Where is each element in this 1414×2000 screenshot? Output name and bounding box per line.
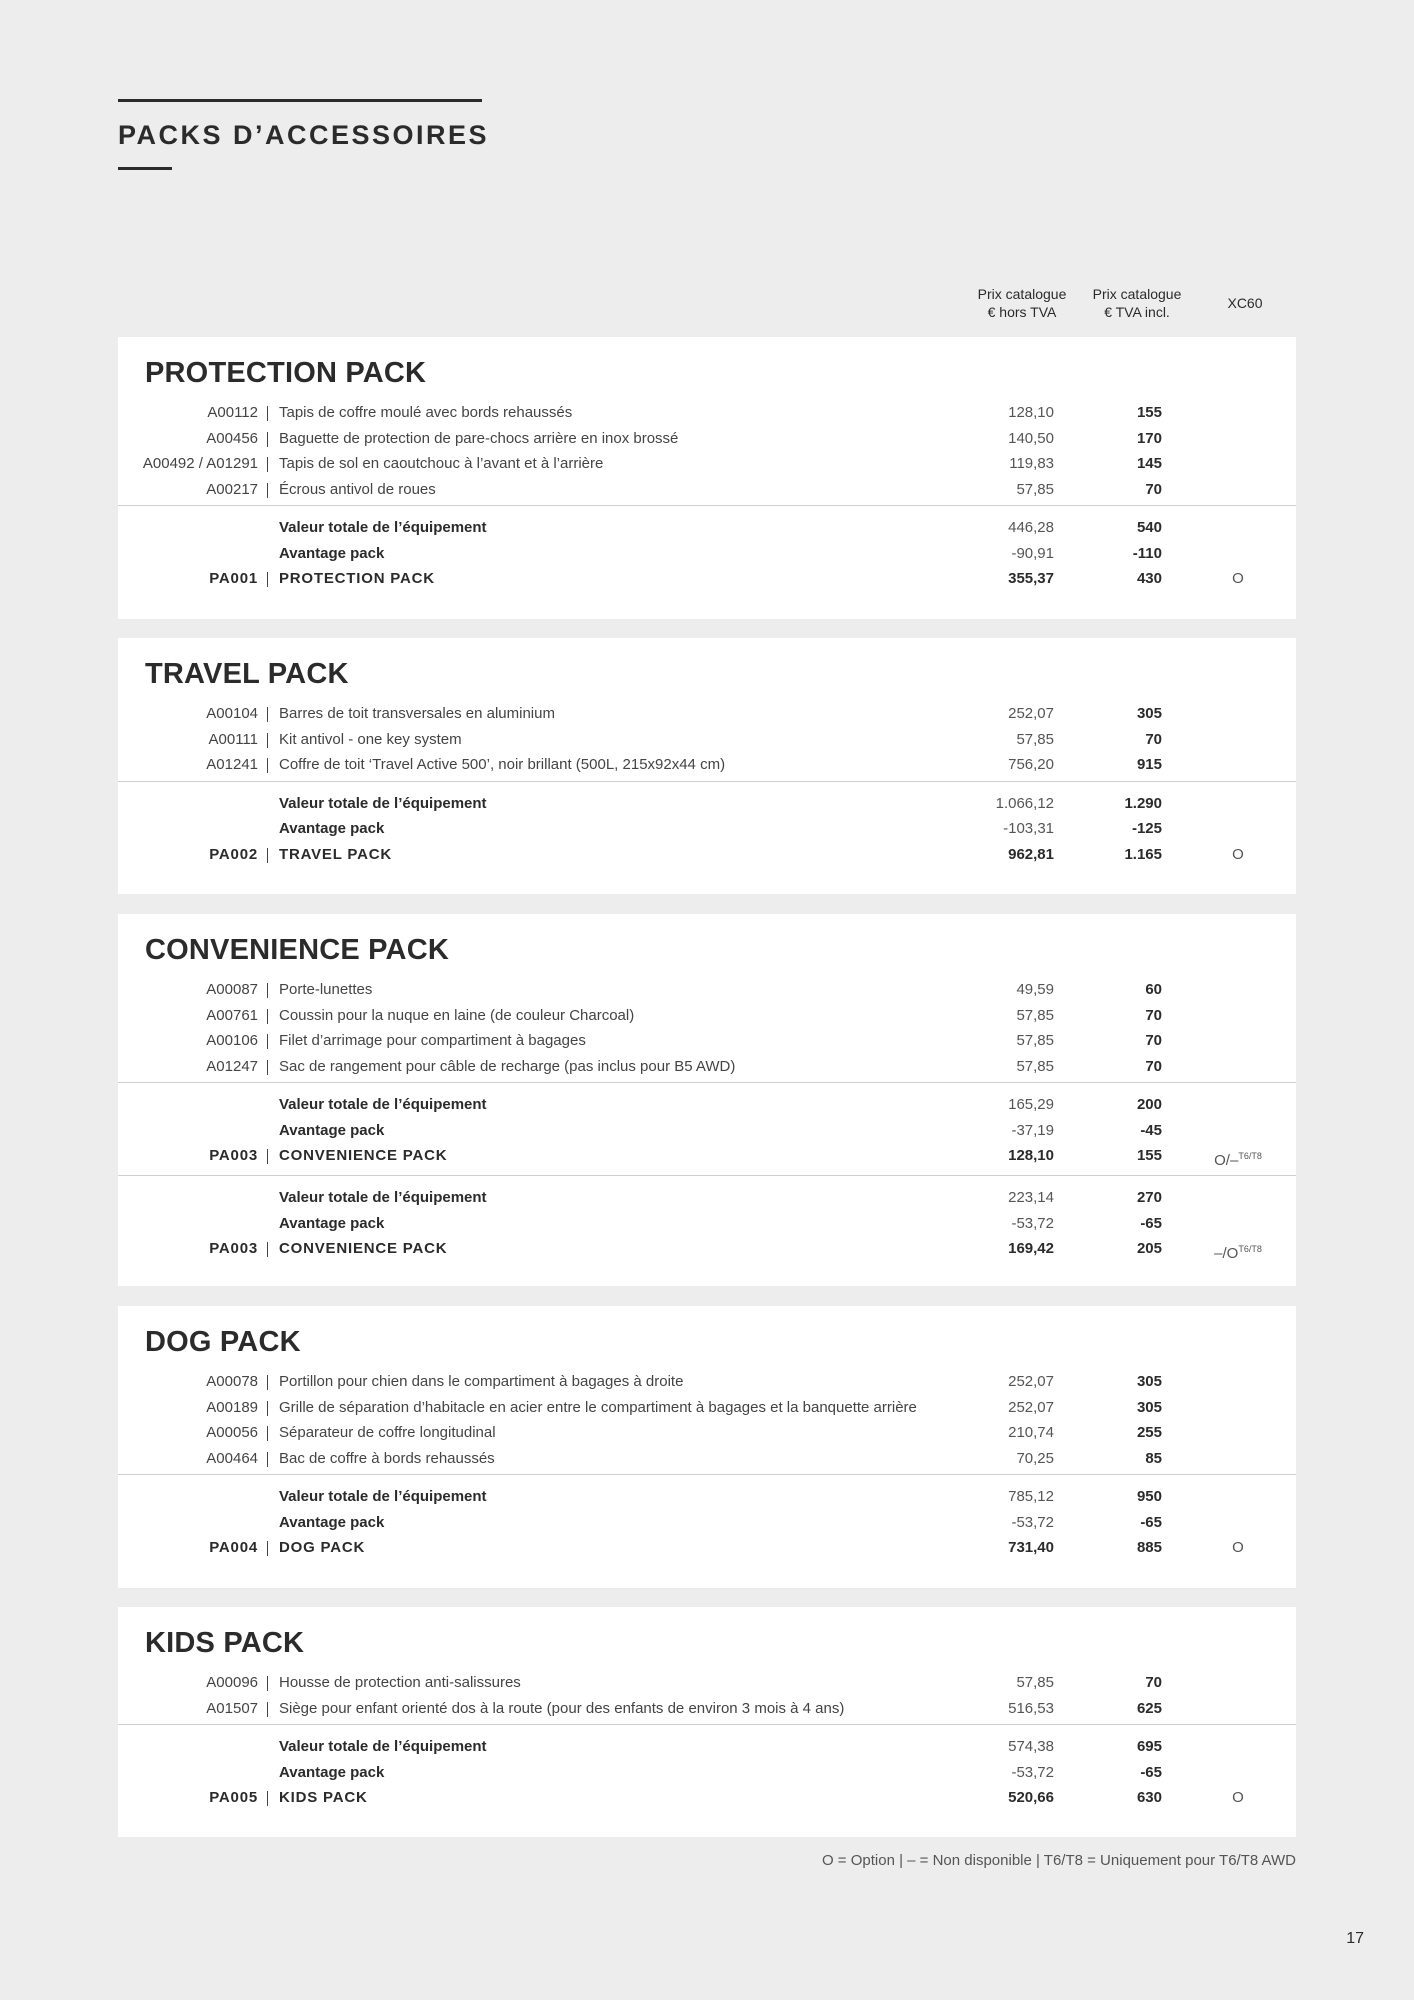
- separator: [267, 1375, 268, 1390]
- item-row: [118, 1671, 1296, 1695]
- item-row: [118, 1447, 1296, 1471]
- pack-advantage-excl: -103,31: [1003, 820, 1054, 837]
- divider: [118, 1724, 1296, 1725]
- item-code: A00087: [206, 981, 258, 998]
- price-excl-vat: 128,10: [1008, 404, 1054, 421]
- availability: [1198, 1536, 1278, 1560]
- price-excl-vat: 70,25: [1016, 1449, 1054, 1467]
- pack-title: DOG PACK: [145, 1326, 301, 1358]
- pack-price-row: [118, 1237, 1296, 1261]
- item-description: Tapis de sol en caoutchouc à l’avant et à l’arrière: [279, 455, 604, 472]
- pack-advantage-row: [118, 1212, 1296, 1236]
- separator: [267, 707, 268, 722]
- pack-price-excl: 962,81: [1008, 845, 1054, 863]
- column-header-price-incl: [1082, 285, 1192, 321]
- item-description: Écrous antivol de roues: [279, 480, 436, 498]
- column-header-price-excl: [967, 285, 1077, 321]
- pack-label: DOG PACK: [279, 1539, 366, 1556]
- pack-advantage-excl: -53,72: [1011, 1513, 1054, 1531]
- item-description: Séparateur de coffre longitudinal: [279, 1424, 496, 1441]
- pack-panel: [118, 337, 1296, 619]
- price-incl-vat: 70: [1145, 730, 1162, 748]
- pack-price-row: [118, 843, 1296, 867]
- separator: [267, 848, 268, 863]
- pack-price-row: [118, 1536, 1296, 1560]
- item-code: A00217: [206, 480, 258, 498]
- item-code: A00106: [206, 1032, 258, 1049]
- pack-advantage-row: [118, 1511, 1296, 1535]
- item-code: A00464: [206, 1449, 258, 1467]
- pack-label: KIDS PACK: [279, 1789, 368, 1806]
- total-value-row: [118, 1186, 1296, 1210]
- pack-label: TRAVEL PACK: [279, 845, 392, 863]
- total-value-row: [118, 1093, 1296, 1117]
- separator: [267, 1060, 268, 1075]
- price-excl-vat: 57,85: [1016, 1057, 1054, 1075]
- pack-panel: [118, 914, 1296, 1286]
- pack-advantage-row: [118, 1761, 1296, 1785]
- pack-advantage-excl: -53,72: [1011, 1214, 1054, 1232]
- price-incl-vat: 155: [1136, 404, 1162, 421]
- pack-advantage-incl: -45: [1140, 1121, 1162, 1139]
- pack-price-row: [118, 567, 1296, 591]
- separator: [267, 1426, 268, 1441]
- pack-label: CONVENIENCE PACK: [279, 1147, 448, 1164]
- price-excl-vat: 57,85: [1016, 1032, 1054, 1049]
- separator: [267, 1452, 268, 1467]
- total-value-incl: 1.290: [1124, 794, 1162, 812]
- item-row: [118, 1004, 1296, 1028]
- separator: [267, 1676, 268, 1691]
- separator: [267, 457, 268, 472]
- price-excl-vat: 516,53: [1008, 1699, 1054, 1717]
- pack-advantage-row: [118, 817, 1296, 841]
- item-description: Siège pour enfant orienté dos à la route (pour des enfants de environ 3 mois à 4 ans): [279, 1699, 845, 1717]
- pack-panel: [118, 638, 1296, 894]
- pack-advantage-label: Avantage pack: [279, 820, 385, 837]
- availability: [1198, 567, 1278, 591]
- price-excl-vat: 252,07: [1008, 1373, 1054, 1390]
- pack-advantage-label: Avantage pack: [279, 544, 385, 562]
- pack-price-incl: 885: [1136, 1539, 1162, 1556]
- column-header-line: Prix catalogue: [977, 286, 1067, 302]
- total-value-excl: 165,29: [1008, 1096, 1054, 1113]
- price-excl-vat: 140,50: [1008, 429, 1054, 447]
- price-excl-vat: 57,85: [1016, 1674, 1054, 1691]
- pack-advantage-row: [118, 542, 1296, 566]
- item-row: [118, 702, 1296, 726]
- total-value-excl: 785,12: [1008, 1488, 1054, 1505]
- total-value-label: Valeur totale de l’équipement: [279, 1738, 487, 1755]
- pack-advantage-excl: -53,72: [1011, 1763, 1054, 1781]
- total-value-row: [118, 1485, 1296, 1509]
- total-value-incl: 695: [1136, 1738, 1162, 1755]
- pack-advantage-incl: -110: [1132, 544, 1162, 562]
- pack-title: PROTECTION PACK: [145, 357, 427, 389]
- price-incl-vat: 70: [1145, 1006, 1162, 1024]
- separator: [267, 1009, 268, 1024]
- item-row: [118, 452, 1296, 476]
- item-description: Porte-lunettes: [279, 981, 373, 998]
- item-code: A00761: [206, 1006, 258, 1024]
- pack-advantage-label: Avantage pack: [279, 1763, 385, 1781]
- pack-price-excl: 169,42: [1008, 1240, 1054, 1257]
- item-description: Baguette de protection de pare-chocs arrière en inox brossé: [279, 429, 679, 447]
- separator: [267, 1702, 268, 1717]
- item-description: Barres de toit transversales en aluminium: [279, 705, 555, 722]
- total-value-row: [118, 1735, 1296, 1759]
- item-code: A00078: [206, 1373, 258, 1390]
- price-excl-vat: 57,85: [1016, 480, 1054, 498]
- item-description: Grille de séparation d’habitacle en acier entre le compartiment à bagages et la banquette arrière: [279, 1398, 917, 1416]
- availability-mark: O: [1232, 845, 1244, 863]
- price-incl-vat: 915: [1136, 756, 1162, 773]
- item-code: A00111: [208, 730, 258, 748]
- availability-note: T6/T8: [1238, 1151, 1262, 1161]
- separator: [267, 483, 268, 498]
- price-incl-vat: 70: [1145, 1674, 1162, 1691]
- price-incl-vat: 85: [1145, 1449, 1162, 1467]
- availability-mark: –/O: [1214, 1245, 1239, 1262]
- separator: [267, 983, 268, 998]
- availability-mark: O/–: [1214, 1152, 1239, 1169]
- item-description: Kit antivol - one key system: [279, 730, 462, 748]
- item-row: [118, 1029, 1296, 1053]
- pack-price-excl: 731,40: [1008, 1539, 1054, 1556]
- availability-note: T6/T8: [1238, 1244, 1262, 1254]
- total-value-incl: 540: [1136, 519, 1162, 536]
- pack-panel: [118, 1306, 1296, 1588]
- total-value-label: Valeur totale de l’équipement: [279, 1189, 487, 1206]
- separator: [267, 758, 268, 773]
- total-value-label: Valeur totale de l’équipement: [279, 794, 487, 812]
- pack-code: PA001: [209, 570, 258, 587]
- item-row: [118, 978, 1296, 1002]
- pack-price-incl: 1.165: [1124, 845, 1162, 863]
- total-value-incl: 200: [1136, 1096, 1162, 1113]
- total-value-excl: 446,28: [1008, 519, 1054, 536]
- separator: [267, 1401, 268, 1416]
- title-underline: [118, 167, 172, 170]
- item-description: Tapis de coffre moulé avec bords rehaussés: [279, 404, 573, 421]
- item-code: A01241: [206, 756, 258, 773]
- price-incl-vat: 70: [1145, 480, 1162, 498]
- availability-mark: O: [1232, 1539, 1244, 1556]
- total-value-excl: 223,14: [1008, 1189, 1054, 1206]
- pack-price-incl: 630: [1136, 1789, 1162, 1806]
- item-row: [118, 1697, 1296, 1721]
- pack-price-excl: 128,10: [1008, 1147, 1054, 1164]
- pack-price-excl: 355,37: [1008, 570, 1054, 587]
- column-header-model: [1190, 294, 1300, 312]
- separator: [267, 1541, 268, 1556]
- pack-panel: [118, 1607, 1296, 1837]
- pack-advantage-label: Avantage pack: [279, 1121, 385, 1139]
- availability: [1198, 843, 1278, 867]
- pack-code: PA004: [209, 1539, 258, 1556]
- item-row: [118, 1370, 1296, 1394]
- pack-advantage-excl: -90,91: [1011, 544, 1054, 562]
- price-incl-vat: 305: [1136, 1398, 1162, 1416]
- total-value-row: [118, 516, 1296, 540]
- pack-price-incl: 430: [1136, 570, 1162, 587]
- item-code: A00456: [206, 429, 258, 447]
- separator: [267, 1791, 268, 1806]
- price-incl-vat: 625: [1136, 1699, 1162, 1717]
- price-excl-vat: 252,07: [1008, 1398, 1054, 1416]
- legend: O = Option | – = Non disponible | T6/T8 = Uniquement pour T6/T8 AWD: [821, 1852, 1296, 1869]
- total-value-label: Valeur totale de l’équipement: [279, 1488, 487, 1505]
- pack-advantage-label: Avantage pack: [279, 1513, 385, 1531]
- availability: [1198, 1786, 1278, 1810]
- separator: [267, 432, 268, 447]
- item-row: [118, 728, 1296, 752]
- pack-advantage-label: Avantage pack: [279, 1214, 385, 1232]
- pack-code: PA003: [209, 1147, 258, 1164]
- pack-advantage-incl: -65: [1140, 1214, 1162, 1232]
- page-number: 17: [1346, 1930, 1364, 1947]
- pack-price-row: [118, 1786, 1296, 1810]
- pack-advantage-incl: -65: [1140, 1763, 1162, 1781]
- price-excl-vat: 119,83: [1009, 455, 1054, 472]
- separator: [267, 406, 268, 421]
- pack-advantage-incl: -65: [1140, 1513, 1162, 1531]
- item-description: Coussin pour la nuque en laine (de couleur Charcoal): [279, 1006, 635, 1024]
- item-description: Portillon pour chien dans le compartiment à bagages à droite: [279, 1373, 684, 1390]
- item-description: Sac de rangement pour câble de recharge (pas inclus pour B5 AWD): [279, 1057, 736, 1075]
- item-row: [118, 1396, 1296, 1420]
- item-row: [118, 1055, 1296, 1079]
- total-value-label: Valeur totale de l’équipement: [279, 519, 487, 536]
- item-row: [118, 478, 1296, 502]
- price-excl-vat: 57,85: [1016, 730, 1054, 748]
- separator: [267, 1242, 268, 1257]
- item-row: [118, 427, 1296, 451]
- pack-price-incl: 205: [1136, 1240, 1162, 1257]
- availability: [1198, 1237, 1278, 1266]
- pack-title: CONVENIENCE PACK: [145, 934, 449, 966]
- pack-advantage-incl: -125: [1131, 820, 1162, 837]
- price-excl-vat: 49,59: [1016, 981, 1054, 998]
- pack-title: TRAVEL PACK: [145, 658, 349, 690]
- divider: [118, 1175, 1296, 1176]
- price-incl-vat: 305: [1136, 705, 1162, 722]
- item-code: A00104: [206, 705, 258, 722]
- pack-price-incl: 155: [1136, 1147, 1162, 1164]
- total-value-excl: 1.066,12: [995, 794, 1054, 812]
- divider: [118, 1082, 1296, 1083]
- divider: [118, 781, 1296, 782]
- pack-title: KIDS PACK: [145, 1627, 305, 1659]
- item-description: Housse de protection anti-salissures: [279, 1674, 521, 1691]
- item-code: A00492 / A01291: [142, 455, 258, 472]
- pack-advantage-row: [118, 1119, 1296, 1143]
- price-excl-vat: 57,85: [1016, 1006, 1054, 1024]
- pack-price-excl: 520,66: [1008, 1789, 1054, 1806]
- pack-advantage-excl: -37,19: [1011, 1121, 1054, 1139]
- divider: [118, 1474, 1296, 1475]
- separator: [267, 1034, 268, 1049]
- page-title: PACKS D’ACCESSOIRES: [118, 120, 490, 150]
- item-description: Filet d’arrimage pour compartiment à bagages: [279, 1032, 586, 1049]
- pack-code: PA003: [209, 1240, 258, 1257]
- pack-label: PROTECTION PACK: [279, 570, 435, 587]
- item-code: A00096: [206, 1674, 258, 1691]
- price-excl-vat: 252,07: [1008, 705, 1054, 722]
- column-header-line: € hors TVA: [987, 304, 1057, 320]
- item-description: Coffre de toit ‘Travel Active 500’, noir brillant (500L, 215x92x44 cm): [279, 756, 726, 773]
- price-excl-vat: 210,74: [1008, 1424, 1054, 1441]
- total-value-incl: 950: [1136, 1488, 1162, 1505]
- price-excl-vat: 756,20: [1008, 756, 1054, 773]
- column-header-line: € TVA incl.: [1104, 304, 1170, 320]
- pack-code: PA005: [209, 1789, 258, 1806]
- price-incl-vat: 145: [1136, 455, 1162, 472]
- price-incl-vat: 305: [1136, 1373, 1162, 1390]
- item-row: [118, 1421, 1296, 1445]
- divider: [118, 505, 1296, 506]
- price-incl-vat: 170: [1136, 429, 1162, 447]
- item-row: [118, 753, 1296, 777]
- separator: [267, 572, 268, 587]
- total-value-incl: 270: [1136, 1189, 1162, 1206]
- price-incl-vat: 60: [1145, 981, 1162, 998]
- price-incl-vat: 70: [1145, 1032, 1162, 1049]
- title-rule: [118, 99, 482, 102]
- total-value-excl: 574,38: [1008, 1738, 1054, 1755]
- pack-label: CONVENIENCE PACK: [279, 1240, 448, 1257]
- column-header-line: Prix catalogue: [1092, 286, 1182, 302]
- price-incl-vat: 70: [1145, 1057, 1162, 1075]
- item-code: A01247: [206, 1057, 258, 1075]
- item-code: A00189: [206, 1398, 258, 1416]
- item-code: A01507: [206, 1699, 258, 1717]
- pack-price-row: [118, 1144, 1296, 1168]
- total-value-label: Valeur totale de l’équipement: [279, 1096, 487, 1113]
- item-row: [118, 401, 1296, 425]
- availability-mark: O: [1232, 1789, 1244, 1806]
- separator: [267, 733, 268, 748]
- item-code: A00056: [206, 1424, 258, 1441]
- price-incl-vat: 255: [1136, 1424, 1162, 1441]
- pack-code: PA002: [209, 845, 258, 863]
- availability: [1198, 1144, 1278, 1173]
- separator: [267, 1149, 268, 1164]
- column-header-line: XC60: [1227, 295, 1263, 311]
- item-code: A00112: [207, 404, 258, 421]
- item-description: Bac de coffre à bords rehaussés: [279, 1449, 495, 1467]
- availability-mark: O: [1232, 570, 1244, 587]
- total-value-row: [118, 792, 1296, 816]
